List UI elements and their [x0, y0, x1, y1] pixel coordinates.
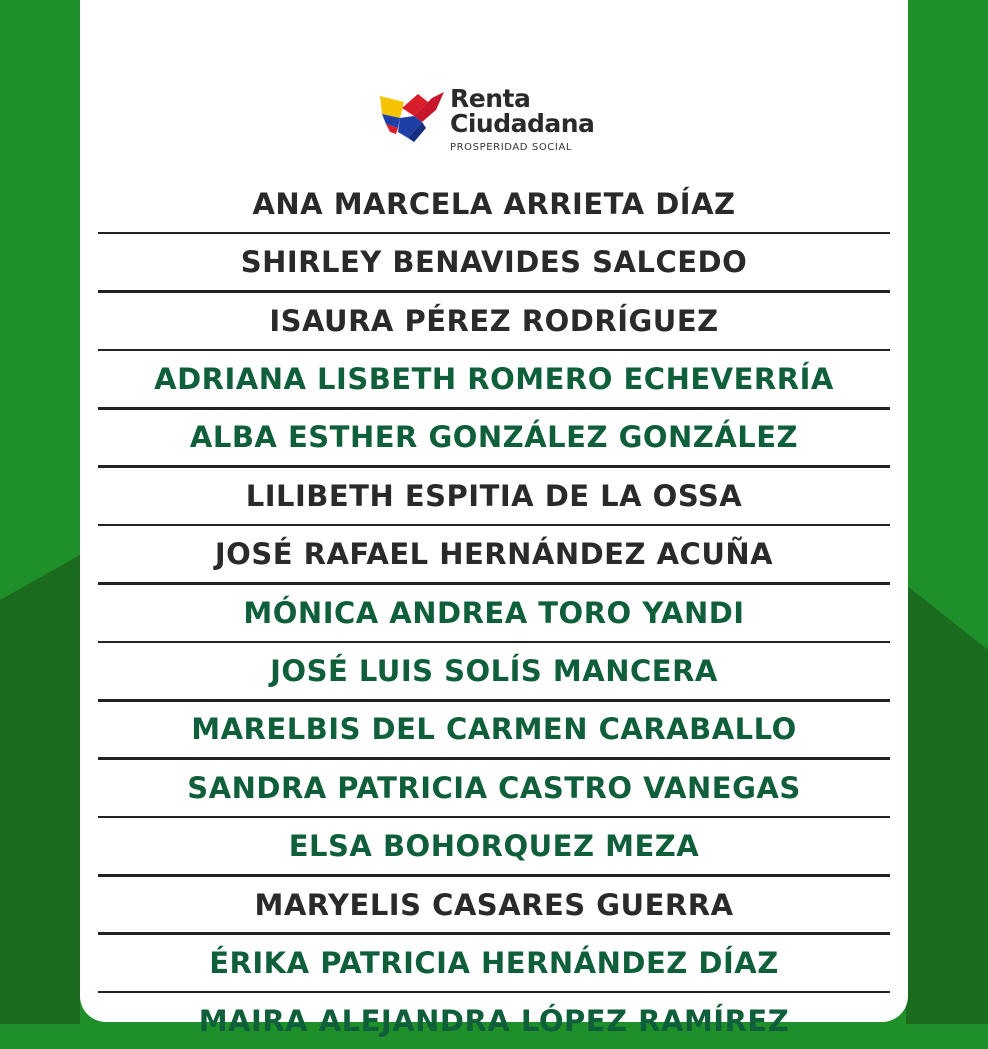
logo-title-line1: Renta: [450, 84, 531, 113]
name-row: MAIRA ALEJANDRA LÓPEZ RAMÍREZ: [198, 1004, 790, 1039]
name-row: MÓNICA ANDREA TORO YANDI: [243, 595, 745, 630]
name-row: ELSA BOHORQUEZ MEZA: [288, 829, 700, 864]
renta-ciudadana-logo: [378, 84, 618, 160]
name-row: SANDRA PATRICIA CASTRO VANEGAS: [187, 770, 801, 805]
logo-title-line2: Ciudadana: [450, 109, 595, 138]
logo-subtitle: PROSPERIDAD SOCIAL: [450, 142, 573, 153]
name-row: ÉRIKA PATRICIA HERNÁNDEZ DÍAZ: [209, 945, 779, 980]
name-row: ADRIANA LISBETH ROMERO ECHEVERRÍA: [154, 362, 834, 397]
name-row: JOSÉ RAFAEL HERNÁNDEZ ACUÑA: [214, 537, 774, 572]
name-row: LILIBETH ESPITIA DE LA OSSA: [245, 478, 743, 513]
name-row: MARELBIS DEL CARMEN CARABALLO: [191, 712, 797, 747]
name-row: ISAURA PÉREZ RODRÍGUEZ: [269, 303, 719, 338]
name-row: SHIRLEY BENAVIDES SALCEDO: [240, 245, 748, 280]
name-row: ANA MARCELA ARRIETA DÍAZ: [252, 186, 736, 221]
name-row: ALBA ESTHER GONZÁLEZ GONZÁLEZ: [189, 420, 799, 455]
name-row: MARYELIS CASARES GUERRA: [254, 887, 734, 922]
names-list: [98, 176, 890, 1049]
name-row: JOSÉ LUIS SOLÍS MANCERA: [270, 654, 718, 689]
flag-bird-icon: [378, 88, 446, 144]
